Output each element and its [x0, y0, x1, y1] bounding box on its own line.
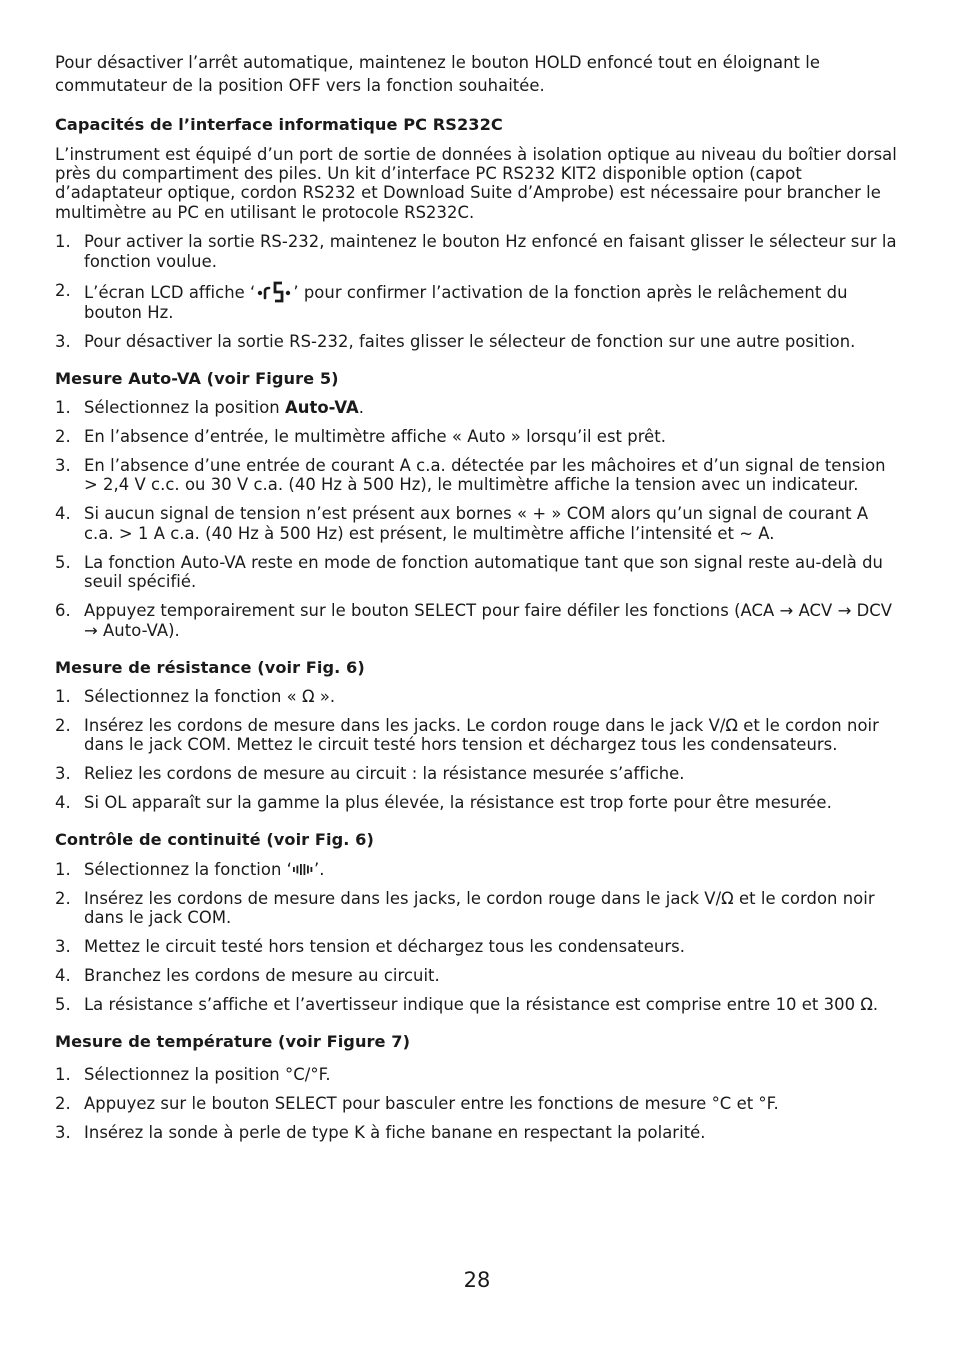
list-text-post: ’ pour confirmer l’activation de la fonction après le relâchement du bouton Hz.: [84, 282, 848, 322]
list-number: 4.: [55, 793, 71, 813]
list-text-post: ’.: [313, 859, 325, 879]
list-text-post: .: [358, 398, 364, 418]
list-text: Insérez la sonde à perle de type K à fiche banane en respectant la polarité.: [84, 1122, 706, 1142]
list-number: 2.: [55, 888, 71, 908]
list-item: [55, 601, 900, 640]
list-number: 2.: [55, 716, 71, 736]
list-text: Insérez les cordons de mesure dans les jacks, le cordon rouge dans le jack V/Ω et le cordon noir dans le jack COM.: [84, 888, 875, 928]
list-number: 2.: [55, 427, 71, 447]
list-number: 3.: [55, 764, 71, 784]
list-item: [55, 232, 900, 271]
list-text: Sélectionnez la fonction « Ω ».: [84, 687, 336, 707]
list-item: [55, 995, 900, 1014]
list-item: [55, 281, 900, 322]
list-number: 2.: [55, 1093, 71, 1113]
list-number: 6.: [55, 601, 71, 621]
resistance-heading: Mesure de résistance (voir Fig. 6): [55, 657, 365, 677]
continuity-beep-icon: [292, 863, 314, 876]
list-text: Appuyez temporairement sur le bouton SELECT pour faire défiler les fonctions (ACA → ACV → DCV → Auto-VA).: [84, 601, 893, 640]
list-item: [55, 456, 900, 495]
list-item: [55, 1065, 900, 1084]
list-text: Insérez les cordons de mesure dans les jacks. Le cordon rouge dans le jack V/Ω et le cordon noir dans le jack COM. Mettez le circuit testé hors tension et déchargez tous les condensateurs.: [84, 716, 879, 755]
list-item: [55, 687, 900, 706]
list-item: [55, 427, 900, 446]
list-text: En l’absence d’une entrée de courant A c.a. détectée par les mâchoires et d’un signal de tension > 2,4 V c.c. ou 30 V c.a. (40 Hz à 500 Hz), le multimètre affiche la tension avec un indicateur.: [84, 456, 886, 495]
list-item: [55, 966, 900, 985]
intro-paragraph: Pour désactiver l’arrêt automatique, maintenez le bouton HOLD enfoncé tout en éloignant le commutateur de la position OFF vers la fonction souhaitée.: [55, 53, 820, 95]
list-text: Sélectionnez la position °C/°F.: [84, 1064, 331, 1084]
list-item: [55, 764, 900, 783]
list-item: [55, 504, 900, 543]
list-item: [55, 1094, 900, 1113]
section-rs232: [55, 115, 900, 351]
list-number: 3.: [55, 331, 71, 351]
continuity-heading: Contrôle de continuité (voir Fig. 6): [55, 830, 374, 850]
list-number: 2.: [55, 280, 71, 300]
list-item: [55, 716, 900, 755]
list-number: 1.: [55, 398, 71, 418]
list-text-pre: Sélectionnez la fonction ‘: [84, 859, 292, 879]
temperature-list: [55, 1065, 900, 1142]
list-number: 5.: [55, 552, 71, 572]
continuity-list: [55, 860, 900, 1015]
page-number: 28: [463, 1268, 491, 1292]
resistance-list: [55, 687, 900, 813]
list-text: Si aucun signal de tension n’est présent aux bornes « + » COM alors qu’un signal de courant A c.a. > 1 A c.a. (40 Hz à 500 Hz) est présent, le multimètre affiche l’intensité et ~ A.: [84, 504, 869, 543]
list-text-pre: L’écran LCD affiche ‘: [84, 282, 256, 302]
list-number: 3.: [55, 456, 71, 476]
list-item: [55, 793, 900, 812]
section-auto-va: [55, 369, 900, 640]
list-text-bold: Auto-VA: [285, 398, 359, 418]
list-text: Reliez les cordons de mesure au circuit : la résistance mesurée s’affiche.: [84, 764, 685, 784]
rs232-list: [55, 232, 900, 351]
list-item: [55, 937, 900, 956]
rs232-paragraph: L’instrument est équipé d’un port de sortie de données à isolation optique au niveau du boîtier dorsal près du compartiment des piles. Un kit d’interface PC RS232 KIT2 disponible option (capot d’adaptateur optique, cordon RS232 et Download Suite d’Amprobe) est nécessaire pour brancher le multimètre au PC en utilisant le protocole RS232C.: [55, 144, 897, 222]
section-continuity: [55, 830, 900, 1014]
list-text-pre: Sélectionnez la position: [84, 398, 286, 418]
section-temperature: [55, 1032, 900, 1142]
list-text: Pour activer la sortie RS-232, maintenez le bouton Hz enfoncé en faisant glisser le sélecteur sur la fonction voulue.: [84, 232, 897, 271]
list-text: En l’absence d’entrée, le multimètre affiche « Auto » lorsqu’il est prêt.: [84, 427, 667, 447]
list-item: [55, 860, 900, 879]
list-text: Mettez le circuit testé hors tension et déchargez tous les condensateurs.: [84, 937, 685, 957]
rs232-lcd-icon: [255, 281, 293, 303]
list-number: 4.: [55, 504, 71, 524]
list-number: 4.: [55, 966, 71, 986]
list-text: Branchez les cordons de mesure au circuit.: [84, 966, 440, 986]
temperature-heading: Mesure de température (voir Figure 7): [55, 1032, 411, 1052]
list-text: Si OL apparaît sur la gamme la plus élevée, la résistance est trop forte pour être mesurée.: [84, 793, 832, 813]
list-text: Pour désactiver la sortie RS-232, faites glisser le sélecteur de fonction sur une autre position.: [84, 331, 856, 351]
auto-va-heading: Mesure Auto-VA (voir Figure 5): [55, 368, 339, 388]
list-number: 1.: [55, 232, 71, 252]
section-resistance: [55, 658, 900, 813]
list-item: [55, 1123, 900, 1142]
list-number: 1.: [55, 687, 71, 707]
list-text: La résistance s’affiche et l’avertisseur indique que la résistance est comprise entre 10 et 300 Ω.: [84, 995, 879, 1015]
auto-va-list: [55, 398, 900, 640]
list-text: Appuyez sur le bouton SELECT pour basculer entre les fonctions de mesure °C et °F.: [84, 1093, 779, 1113]
list-item: [55, 398, 900, 417]
list-item: [55, 553, 900, 592]
list-number: 3.: [55, 937, 71, 957]
list-item: [55, 889, 900, 928]
list-number: 1.: [55, 859, 71, 879]
list-text: La fonction Auto-VA reste en mode de fonction automatique tant que son signal reste au-delà du seuil spécifié.: [84, 552, 883, 592]
list-number: 3.: [55, 1122, 71, 1142]
list-number: 5.: [55, 995, 71, 1015]
list-number: 1.: [55, 1064, 71, 1084]
list-item: [55, 332, 900, 351]
rs232-heading: Capacités de l’interface informatique PC RS232C: [55, 115, 503, 135]
